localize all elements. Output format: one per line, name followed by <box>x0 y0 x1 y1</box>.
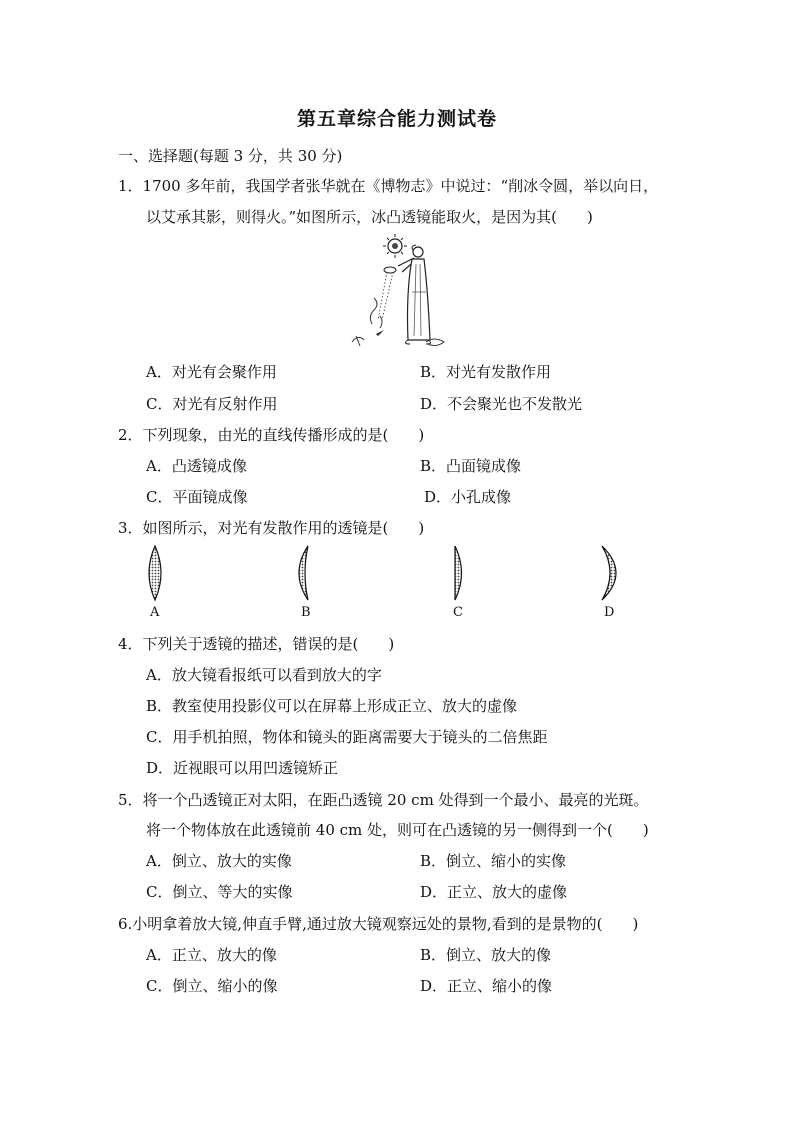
question-2-option-a: A．凸透镜成像 <box>146 457 247 475</box>
question-1-option-c: C．对光有反射作用 <box>146 395 278 413</box>
question-5-option-b: B．倒立、缩小的实像 <box>420 852 567 870</box>
lens-diagrams <box>130 542 630 604</box>
section-heading: 一、选择题(每题 3 分，共 30 分) <box>118 147 343 165</box>
question-6-option-c: C．倒立、缩小的像 <box>146 977 278 995</box>
question-4-option-d: D．近视眼可以用凹透镜矫正 <box>146 759 339 777</box>
question-1-option-d: D．不会聚光也不发散光 <box>420 395 583 413</box>
question-2-option-b: B．凸面镜成像 <box>420 457 522 475</box>
question-5-option-a: A．倒立、放大的实像 <box>146 852 292 870</box>
lens-label-c: C <box>453 605 463 620</box>
question-1-option-b: B．对光有发散作用 <box>420 363 552 381</box>
question-5-line-2: 将一个物体放在此透镜前 40 cm 处，则可在凸透镜的另一侧得到一个( ) <box>146 821 649 839</box>
question-2-option-d: D．小孔成像 <box>424 488 512 506</box>
ice-lens-fire-illustration <box>350 232 450 350</box>
question-5-option-c: C．倒立、等大的实像 <box>146 883 293 901</box>
question-6-line-1: 6.小明拿着放大镜,伸直手臂,通过放大镜观察远处的景物,看到的是景物的( ) <box>118 915 639 933</box>
question-1-line-1: 1．1700 多年前，我国学者张华就在《博物志》中说过：“削冰令圆，举以向日， <box>118 177 659 195</box>
question-4-line-1: 4．下列关于透镜的描述，错误的是( ) <box>118 635 395 653</box>
question-5-option-d: D．正立、放大的虚像 <box>420 883 568 901</box>
question-6-option-a: A．正立、放大的像 <box>146 946 277 964</box>
question-2-option-c: C．平面镜成像 <box>146 488 248 506</box>
question-4-option-b: B．教室使用投影仪可以在屏幕上形成正立、放大的虚像 <box>146 697 518 715</box>
question-6-option-d: D．正立、缩小的像 <box>420 977 553 995</box>
question-4-option-a: A．放大镜看报纸可以看到放大的字 <box>146 666 382 684</box>
question-4-option-c: C．用手机拍照，物体和镜头的距离需要大于镜头的二倍焦距 <box>146 728 548 746</box>
question-1-option-a: A．对光有会聚作用 <box>146 363 277 381</box>
lens-label-b: B <box>301 605 311 620</box>
question-6-option-b: B．倒立、放大的像 <box>420 946 552 964</box>
question-5-line-1: 5．将一个凸透镜正对太阳，在距凸透镜 20 cm 处得到一个最小、最亮的光斑。 <box>118 791 649 809</box>
lens-label-a: A <box>150 605 160 620</box>
page-title: 第五章综合能力测试卷 <box>296 108 497 130</box>
lens-label-d: D <box>604 605 615 620</box>
question-2-line-1: 2．下列现象，由光的直线传播形成的是( ) <box>118 426 425 444</box>
question-3-line-1: 3．如图所示，对光有发散作用的透镜是( ) <box>118 519 425 537</box>
question-1-line-2: 以艾承其影，则得火。”如图所示，冰凸透镜能取火，是因为其( ) <box>146 208 593 226</box>
